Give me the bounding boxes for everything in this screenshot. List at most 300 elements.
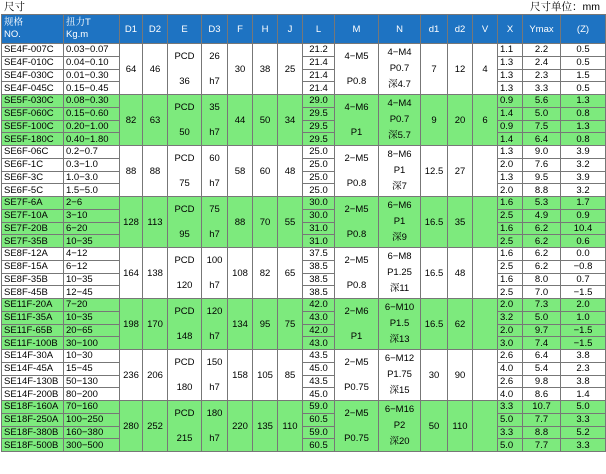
cell-d1-small: 16.5 bbox=[421, 197, 448, 248]
table-body bbox=[2, 44, 606, 452]
cell-torque: 0.3−1.0 bbox=[64, 158, 120, 171]
col-header-z: (Z) bbox=[561, 15, 606, 44]
cell-model: SE4F-030C bbox=[2, 69, 64, 82]
cell-e-line: 36 bbox=[179, 76, 190, 87]
cell-x: 2.6 bbox=[498, 350, 523, 363]
table-row bbox=[2, 184, 606, 197]
cell-z: 1.3 bbox=[561, 95, 606, 108]
cell-f: 158 bbox=[228, 350, 253, 401]
cell-x: 1.6 bbox=[498, 248, 523, 261]
cell-l: 31.0 bbox=[303, 222, 335, 235]
cell-n-line: 深13 bbox=[389, 334, 410, 345]
cell-f: 58 bbox=[228, 146, 253, 197]
cell-x: 1.4 bbox=[498, 107, 523, 120]
cell-n-line: 深5.7 bbox=[388, 130, 411, 141]
cell-z: 0.5 bbox=[561, 56, 606, 69]
cell-x: 3.2 bbox=[498, 311, 523, 324]
table-row bbox=[2, 350, 606, 363]
cell-torque: 15−45 bbox=[64, 362, 120, 375]
cell-x: 1.6 bbox=[498, 197, 523, 210]
cell-z: 3.9 bbox=[561, 146, 606, 159]
cell-v: 4 bbox=[473, 44, 498, 95]
cell-n bbox=[379, 146, 421, 197]
cell-n-line: 深20 bbox=[389, 436, 410, 447]
cell-d3 bbox=[202, 401, 228, 452]
cell-l: 29.5 bbox=[303, 133, 335, 146]
cell-torque: 0.01−0.30 bbox=[64, 69, 120, 82]
cell-d1-small: 50 bbox=[421, 401, 448, 452]
cell-d1-small: 12.5 bbox=[421, 146, 448, 197]
cell-m-line: P0.8 bbox=[346, 76, 367, 87]
cell-torque: 3−10 bbox=[64, 209, 120, 222]
cell-d3-line: h7 bbox=[209, 178, 220, 189]
cell-x: 2.0 bbox=[498, 299, 523, 312]
cell-n-line: P1.25 bbox=[387, 267, 412, 278]
cell-f: 108 bbox=[228, 248, 253, 299]
cell-z: 3.2 bbox=[561, 158, 606, 171]
table-row bbox=[2, 362, 606, 375]
cell-torque: 2−6 bbox=[64, 197, 120, 210]
cell-torque: 12−45 bbox=[64, 286, 120, 299]
table-row bbox=[2, 82, 606, 95]
cell-d2: 206 bbox=[143, 350, 168, 401]
cell-n-line: P0.7 bbox=[389, 63, 410, 74]
cell-n-line: 深15 bbox=[389, 385, 410, 396]
cell-n bbox=[379, 299, 421, 350]
cell-l: 25.0 bbox=[303, 184, 335, 197]
cell-d2: 46 bbox=[143, 44, 168, 95]
cell-n bbox=[379, 248, 421, 299]
cell-e bbox=[168, 197, 202, 248]
cell-torque: 6−12 bbox=[64, 260, 120, 273]
cell-e bbox=[168, 146, 202, 197]
cell-d2-small: 90 bbox=[448, 350, 473, 401]
table-row bbox=[2, 69, 606, 82]
cell-f: 88 bbox=[228, 197, 253, 248]
cell-l: 38.5 bbox=[303, 286, 335, 299]
cell-model: SE8F-45B bbox=[2, 286, 64, 299]
cell-ymax: 6.4 bbox=[523, 350, 561, 363]
cell-m bbox=[335, 350, 379, 401]
cell-d3-line: 120 bbox=[206, 306, 223, 317]
cell-e bbox=[168, 44, 202, 95]
cell-model: SE14F-130B bbox=[2, 375, 64, 388]
cell-n bbox=[379, 197, 421, 248]
cell-e-line: 75 bbox=[179, 178, 190, 189]
cell-torque: 10−35 bbox=[64, 311, 120, 324]
cell-d2-small: 35 bbox=[448, 197, 473, 248]
cell-x: 2.0 bbox=[498, 324, 523, 337]
cell-h: 38 bbox=[253, 44, 278, 95]
cell-model: SE6F-3C bbox=[2, 171, 64, 184]
table-row bbox=[2, 248, 606, 261]
cell-m-line: 2−M5 bbox=[344, 204, 369, 215]
cell-x: 5.0 bbox=[498, 439, 523, 452]
cell-f: 30 bbox=[228, 44, 253, 95]
cell-d3-line: h7 bbox=[209, 127, 220, 138]
col-header-m: M bbox=[335, 15, 379, 44]
cell-d1-small: 7 bbox=[421, 44, 448, 95]
cell-torque: 10−35 bbox=[64, 235, 120, 248]
cell-ymax: 6.2 bbox=[523, 260, 561, 273]
cell-d2-small: 27 bbox=[448, 146, 473, 197]
cell-model: SE5F-030C bbox=[2, 95, 64, 108]
cell-d2-small: 12 bbox=[448, 44, 473, 95]
cell-z: 5.0 bbox=[561, 401, 606, 414]
cell-l: 42.0 bbox=[303, 324, 335, 337]
cell-l: 25.0 bbox=[303, 158, 335, 171]
table-row bbox=[2, 375, 606, 388]
cell-j: 75 bbox=[278, 299, 303, 350]
cell-x: 1.6 bbox=[498, 273, 523, 286]
cell-torque: 30−100 bbox=[64, 337, 120, 350]
cell-l: 43.0 bbox=[303, 337, 335, 350]
cell-e-line: 95 bbox=[179, 229, 190, 240]
cell-m-line: 4−M6 bbox=[344, 102, 369, 113]
cell-d1: 236 bbox=[120, 350, 143, 401]
cell-e bbox=[168, 299, 202, 350]
cell-z: 0.7 bbox=[561, 273, 606, 286]
cell-torque: 10−30 bbox=[64, 350, 120, 363]
cell-x: 2.5 bbox=[498, 260, 523, 273]
table-row bbox=[2, 337, 606, 350]
cell-z: 3.9 bbox=[561, 171, 606, 184]
cell-x: 2.0 bbox=[498, 158, 523, 171]
cell-d1: 82 bbox=[120, 95, 143, 146]
cell-ymax: 8.0 bbox=[523, 273, 561, 286]
cell-l: 43.5 bbox=[303, 375, 335, 388]
cell-model: SE5F-100C bbox=[2, 120, 64, 133]
cell-d2: 63 bbox=[143, 95, 168, 146]
cell-m-line: P0.8 bbox=[346, 229, 367, 240]
cell-torque: 4−12 bbox=[64, 248, 120, 261]
cell-ymax: 7.0 bbox=[523, 286, 561, 299]
cell-l: 21.4 bbox=[303, 82, 335, 95]
cell-m-line: 2−M6 bbox=[344, 306, 369, 317]
cell-d1: 280 bbox=[120, 401, 143, 452]
cell-torque: 100−250 bbox=[64, 413, 120, 426]
cell-model: SE18F-250A bbox=[2, 413, 64, 426]
cell-d2: 113 bbox=[143, 197, 168, 248]
cell-d1-small: 9 bbox=[421, 95, 448, 146]
cell-l: 30.0 bbox=[303, 197, 335, 210]
col-header-d2-small: d2 bbox=[448, 15, 473, 44]
cell-model: SE11F-100B bbox=[2, 337, 64, 350]
cell-n-line: P1 bbox=[393, 216, 406, 227]
cell-e-line: 120 bbox=[176, 280, 193, 291]
cell-l: 59.0 bbox=[303, 426, 335, 439]
cell-x: 0.9 bbox=[498, 120, 523, 133]
cell-z: 5.2 bbox=[561, 426, 606, 439]
table-row bbox=[2, 197, 606, 210]
cell-model: SE6F-1C bbox=[2, 158, 64, 171]
cell-l: 45.0 bbox=[303, 362, 335, 375]
cell-torque: 0.04−0.10 bbox=[64, 56, 120, 69]
cell-model: SE7F-10A bbox=[2, 209, 64, 222]
cell-model: SE14F-200B bbox=[2, 388, 64, 401]
cell-m-line: P0.75 bbox=[344, 433, 369, 444]
cell-ymax: 7.7 bbox=[523, 439, 561, 452]
cell-ymax: 6.2 bbox=[523, 235, 561, 248]
cell-x: 3.3 bbox=[498, 426, 523, 439]
cell-z: 0.0 bbox=[561, 248, 606, 261]
cell-h: 60 bbox=[253, 146, 278, 197]
col-header-model: 规格 NO. bbox=[2, 15, 64, 44]
col-header-f: F bbox=[228, 15, 253, 44]
cell-model: SE7F-20B bbox=[2, 222, 64, 235]
cell-model: SE5F-180C bbox=[2, 133, 64, 146]
table-row bbox=[2, 171, 606, 184]
cell-x: 5.0 bbox=[498, 413, 523, 426]
cell-e-line: PCD bbox=[174, 102, 195, 113]
cell-torque: 0.08−0.30 bbox=[64, 95, 120, 108]
cell-x: 2.5 bbox=[498, 286, 523, 299]
cell-e-line: PCD bbox=[174, 153, 195, 164]
cell-model: SE18F-500B bbox=[2, 439, 64, 452]
cell-torque: 0.15−0.45 bbox=[64, 82, 120, 95]
cell-z: 3.3 bbox=[561, 413, 606, 426]
cell-e-line: 215 bbox=[176, 433, 193, 444]
table-row bbox=[2, 95, 606, 108]
cell-m-line: 2−M5 bbox=[344, 153, 369, 164]
cell-l: 21.2 bbox=[303, 44, 335, 57]
cell-e bbox=[168, 401, 202, 452]
cell-j: 65 bbox=[278, 248, 303, 299]
cell-z: 3.3 bbox=[561, 439, 606, 452]
cell-d1: 64 bbox=[120, 44, 143, 95]
cell-d3 bbox=[202, 248, 228, 299]
col-header-e: E bbox=[168, 15, 202, 44]
cell-x: 1.4 bbox=[498, 133, 523, 146]
cell-d1: 128 bbox=[120, 197, 143, 248]
col-header-d2: D2 bbox=[143, 15, 168, 44]
col-header-d3: D3 bbox=[202, 15, 228, 44]
cell-torque: 0.15−0.60 bbox=[64, 107, 120, 120]
cell-d3-line: h7 bbox=[209, 433, 220, 444]
col-header-n: N bbox=[379, 15, 421, 44]
table-row bbox=[2, 44, 606, 57]
cell-ymax: 8.6 bbox=[523, 388, 561, 401]
cell-d1-small: 30 bbox=[421, 350, 448, 401]
cell-torque: 10−35 bbox=[64, 273, 120, 286]
col-header-l: L bbox=[303, 15, 335, 44]
cell-m-line: 2−M5 bbox=[344, 408, 369, 419]
table-row bbox=[2, 273, 606, 286]
cell-torque: 0.40−1.80 bbox=[64, 133, 120, 146]
cell-e-line: PCD bbox=[174, 408, 195, 419]
cell-torque: 300−500 bbox=[64, 439, 120, 452]
cell-v bbox=[473, 299, 498, 350]
cell-m bbox=[335, 44, 379, 95]
cell-m bbox=[335, 401, 379, 452]
cell-m bbox=[335, 248, 379, 299]
table-row bbox=[2, 324, 606, 337]
cell-x: 0.9 bbox=[498, 95, 523, 108]
cell-d3 bbox=[202, 44, 228, 95]
cell-e-line: PCD bbox=[174, 306, 195, 317]
col-header-d1: D1 bbox=[120, 15, 143, 44]
cell-x: 1.3 bbox=[498, 56, 523, 69]
col-header-x: X bbox=[498, 15, 523, 44]
cell-z: 0.8 bbox=[561, 133, 606, 146]
cell-ymax: 5.3 bbox=[523, 197, 561, 210]
cell-d1: 88 bbox=[120, 146, 143, 197]
cell-j: 85 bbox=[278, 350, 303, 401]
cell-model: SE18F-380B bbox=[2, 426, 64, 439]
unit-note: 尺寸单位：mm bbox=[530, 1, 600, 13]
cell-torque: 80−200 bbox=[64, 388, 120, 401]
cell-l: 25.0 bbox=[303, 171, 335, 184]
cell-v bbox=[473, 197, 498, 248]
table-row bbox=[2, 401, 606, 414]
cell-j: 110 bbox=[278, 401, 303, 452]
cell-z: −1.5 bbox=[561, 324, 606, 337]
cell-ymax: 9.5 bbox=[523, 171, 561, 184]
cell-model: SE8F-12A bbox=[2, 248, 64, 261]
cell-e-line: PCD bbox=[174, 255, 195, 266]
cell-l: 43.0 bbox=[303, 311, 335, 324]
cell-ymax: 8.8 bbox=[523, 426, 561, 439]
cell-v: 6 bbox=[473, 95, 498, 146]
cell-x: 4.0 bbox=[498, 388, 523, 401]
cell-h: 70 bbox=[253, 197, 278, 248]
cell-x: 1.3 bbox=[498, 146, 523, 159]
cell-m bbox=[335, 146, 379, 197]
cell-torque: 50−130 bbox=[64, 375, 120, 388]
table-row bbox=[2, 158, 606, 171]
cell-l: 59.0 bbox=[303, 401, 335, 414]
cell-x: 1.3 bbox=[498, 82, 523, 95]
cell-l: 31.0 bbox=[303, 235, 335, 248]
cell-ymax: 7.4 bbox=[523, 337, 561, 350]
cell-torque: 0.2−0.7 bbox=[64, 146, 120, 159]
cell-ymax: 9.7 bbox=[523, 324, 561, 337]
cell-ymax: 3.3 bbox=[523, 82, 561, 95]
cell-x: 1.6 bbox=[498, 222, 523, 235]
cell-n-line: 4−M4 bbox=[387, 47, 412, 58]
cell-n-line: 6−M6 bbox=[387, 200, 412, 211]
cell-model: SE7F-6A bbox=[2, 197, 64, 210]
cell-x: 1.1 bbox=[498, 44, 523, 57]
cell-n-line: 6−M12 bbox=[384, 353, 415, 364]
cell-z: 3.2 bbox=[561, 184, 606, 197]
cell-d2: 88 bbox=[143, 146, 168, 197]
cell-z: 2.3 bbox=[561, 362, 606, 375]
cell-torque: 0.20−1.00 bbox=[64, 120, 120, 133]
cell-d1-small: 16.5 bbox=[421, 248, 448, 299]
cell-e-line: 180 bbox=[176, 382, 193, 393]
cell-d3-line: 35 bbox=[209, 102, 220, 113]
table-row bbox=[2, 209, 606, 222]
cell-ymax: 6.4 bbox=[523, 133, 561, 146]
cell-d1: 164 bbox=[120, 248, 143, 299]
cell-x: 4.0 bbox=[498, 362, 523, 375]
cell-l: 30.0 bbox=[303, 209, 335, 222]
header-row bbox=[2, 15, 606, 44]
cell-ymax: 8.8 bbox=[523, 184, 561, 197]
cell-n-line: P1.75 bbox=[387, 369, 412, 380]
cell-m-line: 4−M5 bbox=[344, 51, 369, 62]
cell-e bbox=[168, 350, 202, 401]
cell-n bbox=[379, 44, 421, 95]
cell-ymax: 2.2 bbox=[523, 44, 561, 57]
cell-n-line: P2 bbox=[393, 420, 406, 431]
cell-ymax: 6.2 bbox=[523, 248, 561, 261]
cell-m-line: P1 bbox=[350, 331, 363, 342]
cell-model: SE4F-045C bbox=[2, 82, 64, 95]
cell-model: SE11F-20A bbox=[2, 299, 64, 312]
cell-d3-line: h7 bbox=[209, 382, 220, 393]
cell-d3 bbox=[202, 146, 228, 197]
cell-h: 82 bbox=[253, 248, 278, 299]
cell-m-line: P1 bbox=[350, 127, 363, 138]
cell-torque: 7−20 bbox=[64, 299, 120, 312]
cell-x: 3.0 bbox=[498, 337, 523, 350]
table-row bbox=[2, 107, 606, 120]
cell-n bbox=[379, 350, 421, 401]
cell-l: 60.5 bbox=[303, 413, 335, 426]
cell-d3-line: 100 bbox=[206, 255, 223, 266]
cell-h: 95 bbox=[253, 299, 278, 350]
cell-ymax: 7.5 bbox=[523, 120, 561, 133]
cell-n-line: 8−M6 bbox=[387, 149, 412, 160]
col-header-ymax: Ymax bbox=[523, 15, 561, 44]
cell-l: 42.0 bbox=[303, 299, 335, 312]
cell-n-line: 6−M8 bbox=[387, 251, 412, 262]
col-header-j: J bbox=[278, 15, 303, 44]
cell-ymax: 5.0 bbox=[523, 311, 561, 324]
cell-n-line: P1.5 bbox=[389, 318, 410, 329]
cell-d3-line: h7 bbox=[209, 331, 220, 342]
cell-d2-small: 20 bbox=[448, 95, 473, 146]
cell-z: 0.5 bbox=[561, 82, 606, 95]
cell-j: 25 bbox=[278, 44, 303, 95]
cell-n-line: P1 bbox=[393, 165, 406, 176]
cell-n-line: 深7 bbox=[392, 181, 407, 192]
cell-l: 43.5 bbox=[303, 350, 335, 363]
cell-e bbox=[168, 95, 202, 146]
cell-l: 60.5 bbox=[303, 439, 335, 452]
cell-n-line: 4−M4 bbox=[387, 98, 412, 109]
cell-x: 3.3 bbox=[498, 401, 523, 414]
cell-torque: 1.0−3.0 bbox=[64, 171, 120, 184]
cell-l: 38.5 bbox=[303, 273, 335, 286]
cell-z: 1.5 bbox=[561, 69, 606, 82]
cell-ymax: 9.0 bbox=[523, 146, 561, 159]
cell-h: 50 bbox=[253, 95, 278, 146]
cell-model: SE14F-45A bbox=[2, 362, 64, 375]
cell-m-line: 2−M5 bbox=[344, 357, 369, 368]
cell-m bbox=[335, 95, 379, 146]
cell-l: 25.0 bbox=[303, 146, 335, 159]
cell-n-line: 深4.7 bbox=[388, 79, 411, 90]
table-row bbox=[2, 222, 606, 235]
cell-v bbox=[473, 146, 498, 197]
col-header-v: V bbox=[473, 15, 498, 44]
cell-j: 34 bbox=[278, 95, 303, 146]
cell-z: 2.0 bbox=[561, 299, 606, 312]
cell-x: 2.0 bbox=[498, 184, 523, 197]
cell-e-line: PCD bbox=[174, 204, 195, 215]
cell-x: 2.5 bbox=[498, 235, 523, 248]
cell-j: 55 bbox=[278, 197, 303, 248]
cell-model: SE11F-35A bbox=[2, 311, 64, 324]
table-row bbox=[2, 426, 606, 439]
cell-l: 29.5 bbox=[303, 107, 335, 120]
cell-model: SE14F-30A bbox=[2, 350, 64, 363]
cell-l: 29.5 bbox=[303, 120, 335, 133]
cell-z: 0.6 bbox=[561, 235, 606, 248]
